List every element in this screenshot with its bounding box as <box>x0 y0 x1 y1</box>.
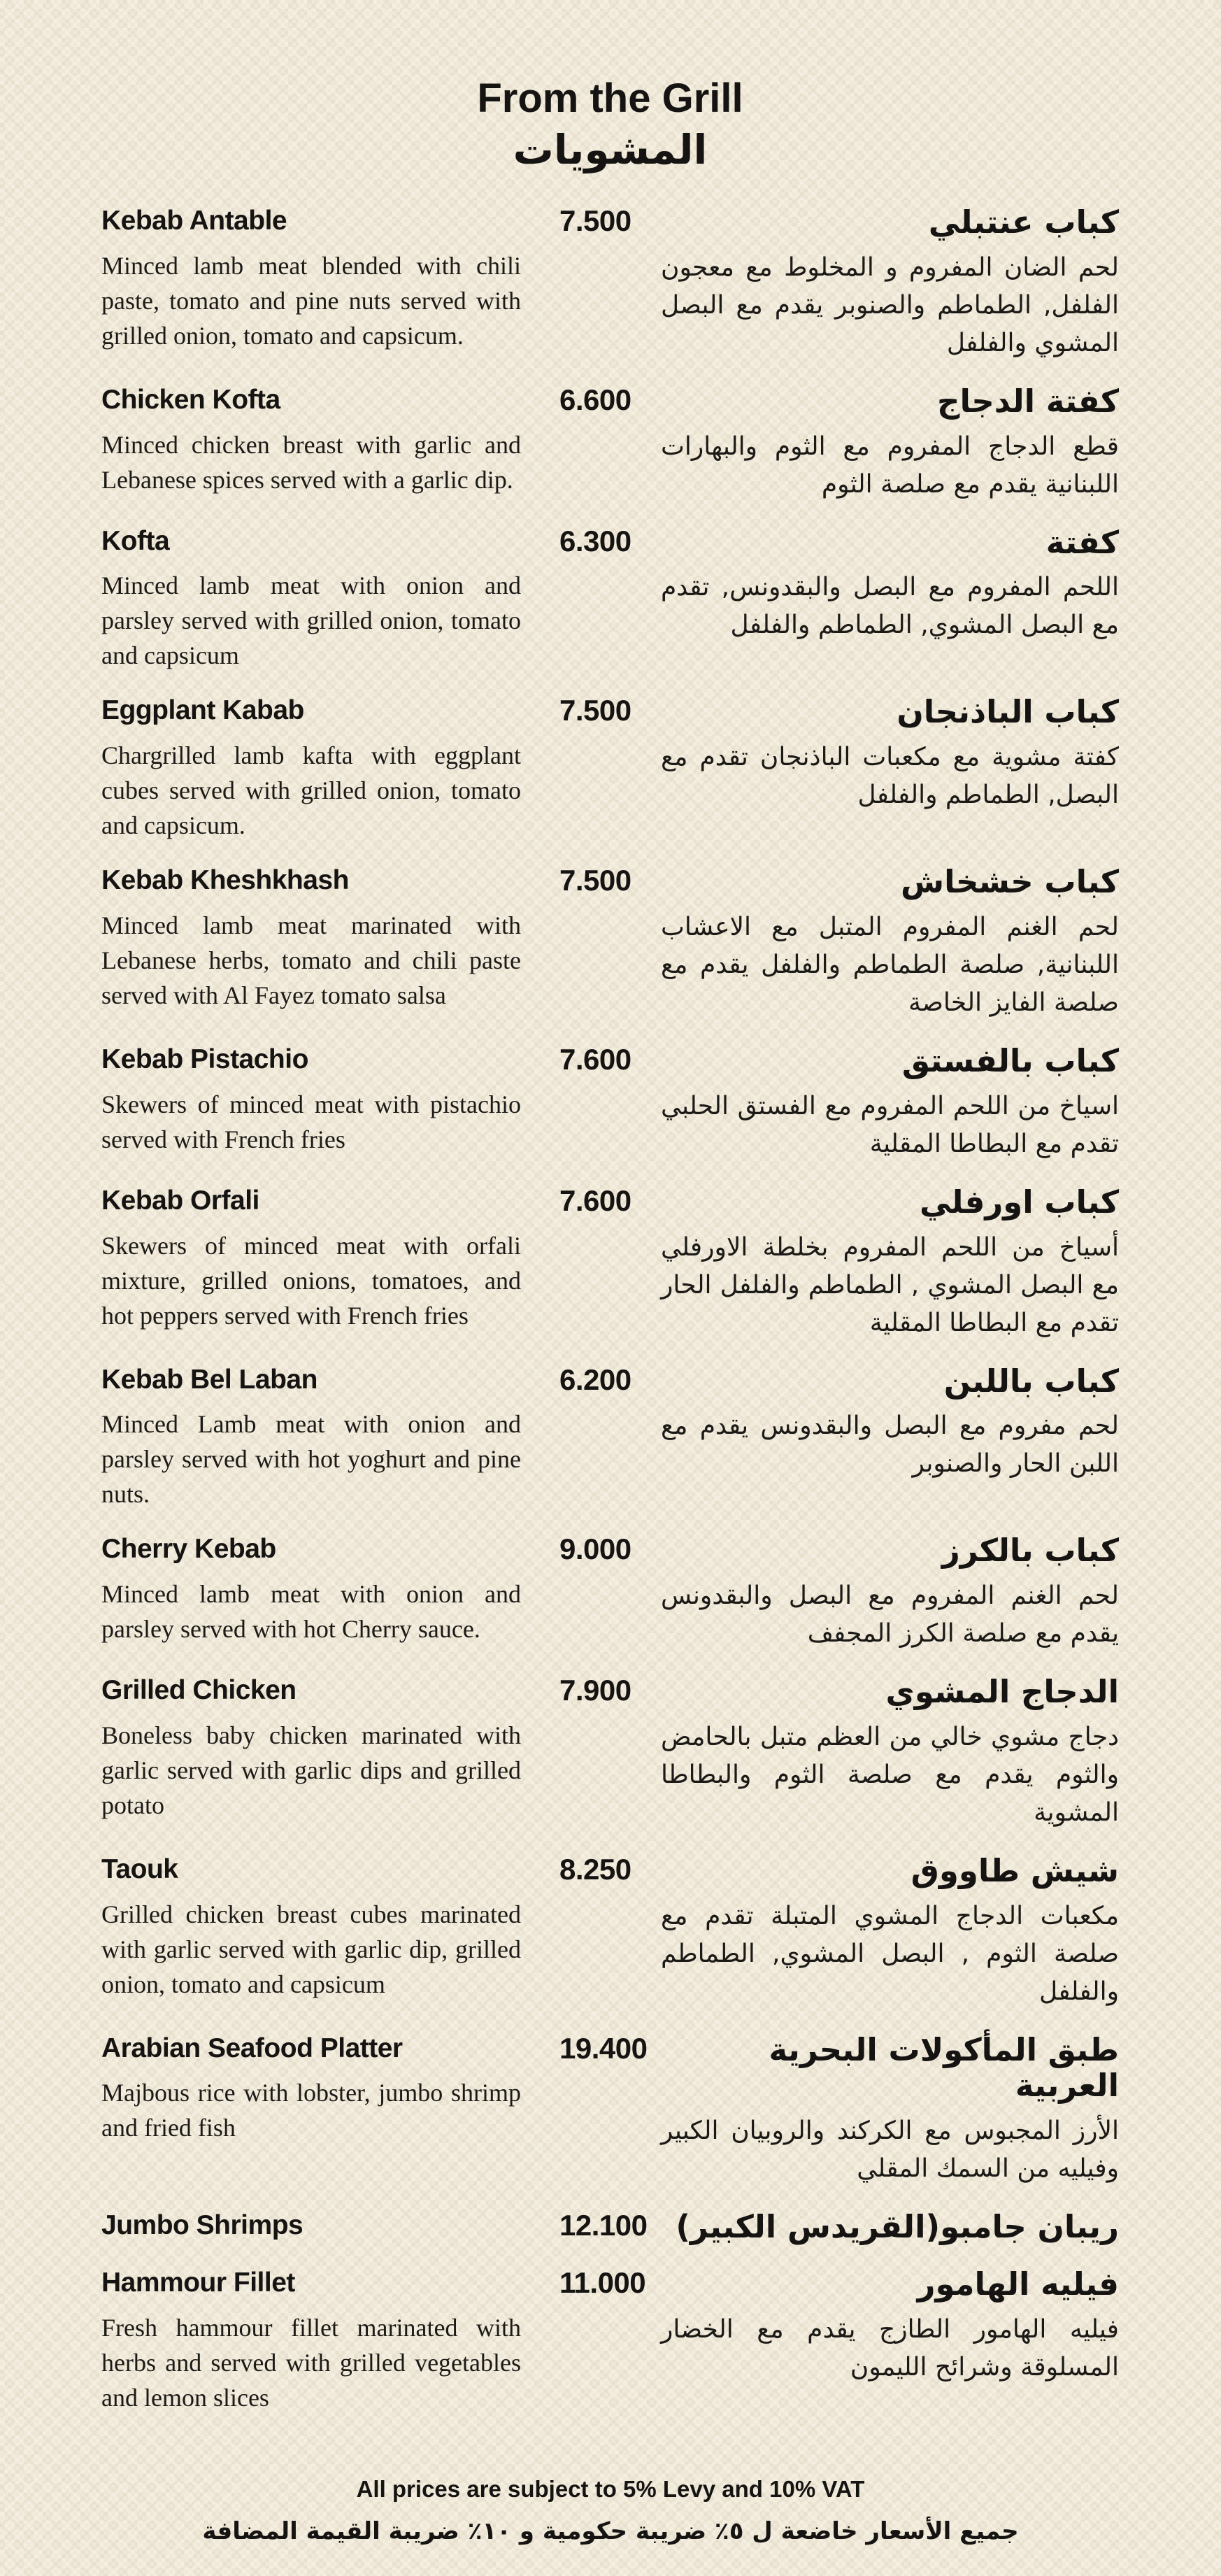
menu-item-english-column <box>101 694 521 843</box>
item-name-english: Kebab Kheshkhash <box>101 865 349 896</box>
item-price: 6.600 <box>559 383 631 416</box>
menu-items <box>101 204 1119 2415</box>
item-description-arabic: فيليه الهامور الطازج يقدم مع الخضار المسلوقة وشرائح الليمون <box>661 2314 1119 2382</box>
menu-item-row <box>101 864 1119 1022</box>
item-price: 7.900 <box>559 1674 631 1707</box>
item-name-arabic: كفتة الدجاج <box>937 382 1119 420</box>
tax-note-english: All prices are subject to 5% Levy and 10% VAT <box>356 2475 865 2502</box>
item-name-english: Arabian Seafood Platter <box>101 2033 403 2063</box>
menu-item-price-column <box>521 1184 661 1218</box>
item-name-english: Hammour Fillet <box>101 2267 295 2298</box>
menu-item-arabic-column <box>661 1532 1119 1653</box>
item-name-english: Kofta <box>101 525 170 556</box>
item-name-english: Grilled Chicken <box>101 1675 297 1706</box>
menu-item-price-column <box>521 1853 661 1886</box>
item-description-english: Minced lamb meat marinated with Lebanese herbs, tomato and chili paste served with Al Fayez tomato salsa <box>101 911 521 1010</box>
menu-item-row <box>101 204 1119 362</box>
menu-item-arabic-column <box>661 1363 1119 1483</box>
item-name-english: Kebab Bel Laban <box>101 1364 317 1395</box>
item-price: 7.500 <box>559 694 631 727</box>
item-name-arabic: كباب خشخاش <box>901 863 1119 901</box>
item-description-arabic: لحم الغنم المفروم المتبل مع الاعشاب اللبنانية, صلصة الطماطم والفلفل يقدم مع صلصة الفايز الخاصة <box>661 913 1119 1018</box>
item-description-arabic: قطع الدجاج المفروم مع الثوم والبهارات اللبنانية يقدم مع صلصة الثوم <box>661 432 1119 499</box>
menu-item-arabic-column <box>661 1674 1119 1832</box>
item-description-english: Minced chicken breast with garlic and Lebanese spices served with a garlic dip. <box>101 430 521 494</box>
item-name-english: Kebab Pistachio <box>101 1044 308 1075</box>
item-description-arabic: أسياخ من اللحم المفروم بخلطة الاورفلي مع البصل المشوي , الطماطم والفلفل الحار تقدم مع البطاطا المقلية <box>661 1232 1119 1337</box>
item-name-english: Jumbo Shrimps <box>101 2210 304 2241</box>
menu-item-price-column <box>521 2266 661 2300</box>
item-name-english: Cherry Kebab <box>101 1534 276 1565</box>
item-name-arabic: كفتة <box>1045 523 1119 561</box>
item-description-english: Chargrilled lamb kafta with eggplant cubes served with grilled onion, tomato and capsicum. <box>101 741 521 840</box>
item-description-arabic: الأرز المجبوس مع الكركند والروبيان الكبير وفيليه من السمك المقلي <box>661 2116 1119 2184</box>
menu-item-arabic-column <box>661 1043 1119 1163</box>
item-price: 7.500 <box>559 204 631 238</box>
page-title-english: From the Grill <box>477 76 743 121</box>
menu-item-english-column <box>101 864 521 1013</box>
item-price: 6.200 <box>559 1362 631 1396</box>
item-name-arabic: كباب بالفستق <box>901 1042 1119 1080</box>
item-description-english: Fresh hammour fillet marinated with herbs and served with grilled vegetables and lemon slices <box>101 2313 521 2412</box>
item-name-arabic: كباب عنتبلي <box>928 204 1119 241</box>
item-description-english: Skewers of minced meat with orfali mixture, grilled onions, tomatoes, and hot peppers served with French fries <box>101 1231 521 1330</box>
menu-item-row <box>101 383 1119 504</box>
menu-item-price-column <box>521 1363 661 1397</box>
menu-item-english-column <box>101 1674 521 1823</box>
menu-item-english-column <box>101 2032 521 2146</box>
item-description-arabic: لحم الضان المفروم و المخلوط مع معجون الفلفل, الطماطم والصنوبر يقدم مع البصل المشوي والفلفل <box>661 252 1119 357</box>
menu-item-row <box>101 2266 1119 2415</box>
item-name-english: Eggplant Kabab <box>101 695 304 726</box>
item-name-arabic: الدجاج المشوي <box>885 1673 1119 1711</box>
item-price: 9.000 <box>559 1532 631 1566</box>
item-price: 12.100 <box>559 2209 648 2242</box>
item-name-arabic: شيش طاووق <box>911 1851 1119 1889</box>
tax-note-arabic: جميع الأسعار خاضعة ل ٥٪ ضريبة حكومية و ١٠٪ ضريبة القيمة المضافة <box>202 2517 1019 2545</box>
menu-item-arabic-column <box>661 2032 1119 2189</box>
menu-item-english-column <box>101 525 521 674</box>
menu-item-english-column <box>101 204 521 353</box>
item-description-english: Minced lamb meat blended with chili paste, tomato and pine nuts served with grilled onion, tomato and capsicum. <box>101 251 521 350</box>
menu-item-price-column <box>521 383 661 417</box>
menu-item-row <box>101 1674 1119 1832</box>
item-description-english: Minced lamb meat with onion and parsley served with hot Cherry sauce. <box>101 1580 521 1644</box>
item-description-english: Minced Lamb meat with onion and parsley served with hot yoghurt and pine nuts. <box>101 1410 521 1509</box>
item-description-arabic: دجاج مشوي خالي من العظم متبل بالحامض والثوم يقدم مع صلصة الثوم والبطاطا المشوية <box>661 1722 1119 1827</box>
menu-item-english-column <box>101 1043 521 1157</box>
item-price: 7.600 <box>559 1043 631 1076</box>
menu-item-arabic-column <box>661 383 1119 504</box>
item-description-english: Majbous rice with lobster, jumbo shrimp and fried fish <box>101 2079 521 2142</box>
item-name-english: Taouk <box>101 1853 178 1884</box>
menu-item-price-column <box>521 1043 661 1076</box>
menu-item-english-column <box>101 2209 521 2243</box>
menu-item-english-column <box>101 1363 521 1512</box>
menu-item-price-column <box>521 204 661 238</box>
item-price: 19.400 <box>559 2031 648 2065</box>
item-description-english: Grilled chicken breast cubes marinated with garlic served with garlic dip, grilled onion, tomato and capsicum <box>101 1900 521 1998</box>
item-name-english: Kebab Orfali <box>101 1185 259 1216</box>
item-price: 11.000 <box>559 2265 646 2299</box>
item-description-arabic: لحم مفروم مع البصل والبقدونس يقدم مع اللبن الحار والصنوبر <box>661 1411 1119 1479</box>
menu-item-price-column <box>521 525 661 558</box>
menu-item-row <box>101 1363 1119 1512</box>
item-name-arabic: كباب الباذنجان <box>897 693 1119 731</box>
item-description-arabic: اسياخ من اللحم المفروم مع الفستق الحلبي تقدم مع البطاطا المقلية <box>661 1091 1119 1158</box>
menu-item-english-column <box>101 2266 521 2415</box>
item-name-english: Kebab Antable <box>101 206 287 236</box>
menu-item-english-column <box>101 383 521 497</box>
item-description-english: Skewers of minced meat with pistachio served with French fries <box>101 1090 521 1153</box>
item-description-arabic: مكعبات الدجاج المشوي المتبلة تقدم مع صلصة الثوم , البصل المشوي, الطماطم والفلفل <box>661 1901 1119 2006</box>
item-name-arabic: فيليه الهامور <box>917 2265 1119 2303</box>
item-price: 7.500 <box>559 864 631 897</box>
menu-item-row <box>101 2209 1119 2245</box>
menu-item-price-column <box>521 864 661 897</box>
menu-item-row <box>101 1184 1119 1342</box>
item-description-english: Minced lamb meat with onion and parsley served with grilled onion, tomato and capsicum <box>101 571 521 670</box>
item-price: 6.300 <box>559 524 631 557</box>
item-name-arabic: كباب بالكرز <box>941 1532 1119 1570</box>
menu-item-row <box>101 2032 1119 2189</box>
menu-item-price-column <box>521 2209 661 2242</box>
menu-item-arabic-column <box>661 1853 1119 2011</box>
item-name-arabic: كباب باللبن <box>943 1362 1119 1400</box>
menu-item-arabic-column <box>661 2209 1119 2245</box>
menu-item-price-column <box>521 694 661 727</box>
menu-item-row <box>101 1532 1119 1653</box>
menu-item-arabic-column <box>661 1184 1119 1342</box>
item-name-arabic: طبق المأكولات البحرية العربية <box>769 2030 1119 2105</box>
item-price: 8.250 <box>559 1852 631 1886</box>
item-name-arabic: ريبان جامبو(القريدس الكبير) <box>676 2208 1119 2246</box>
page-title-arabic: المشويات <box>513 125 708 173</box>
menu-item-price-column <box>521 1532 661 1566</box>
item-description-english: Boneless baby chicken marinated with garlic served with garlic dips and grilled potato <box>101 1721 521 1819</box>
menu-item-arabic-column <box>661 525 1119 645</box>
menu-item-price-column <box>521 2032 661 2065</box>
menu-item-arabic-column <box>661 694 1119 814</box>
menu-item-row <box>101 1043 1119 1163</box>
menu-item-arabic-column <box>661 204 1119 362</box>
menu-header <box>101 76 1119 176</box>
menu-item-row <box>101 1853 1119 2011</box>
item-description-arabic: اللحم المفروم مع البصل والبقدونس, تقدم مع البصل المشوي, الطماطم والفلفل <box>661 573 1119 640</box>
menu-footer <box>0 2475 1221 2547</box>
item-price: 7.600 <box>559 1183 631 1217</box>
menu-item-english-column <box>101 1532 521 1646</box>
menu-item-arabic-column <box>661 864 1119 1022</box>
menu-item-english-column <box>101 1184 521 1333</box>
menu-item-row <box>101 694 1119 843</box>
menu-item-arabic-column <box>661 2266 1119 2386</box>
item-name-arabic: كباب اورفلي <box>920 1183 1119 1221</box>
item-description-arabic: كفتة مشوية مع مكعبات الباذنجان تقدم مع البصل, الطماطم والفلفل <box>661 743 1119 810</box>
menu-item-price-column <box>521 1674 661 1707</box>
item-description-arabic: لحم الغنم المفروم مع البصل والبقدونس يقدم مع صلصة الكرز المجفف <box>661 1581 1119 1649</box>
menu-item-english-column <box>101 1853 521 2002</box>
item-name-english: Chicken Kofta <box>101 384 280 415</box>
menu-item-row <box>101 525 1119 674</box>
